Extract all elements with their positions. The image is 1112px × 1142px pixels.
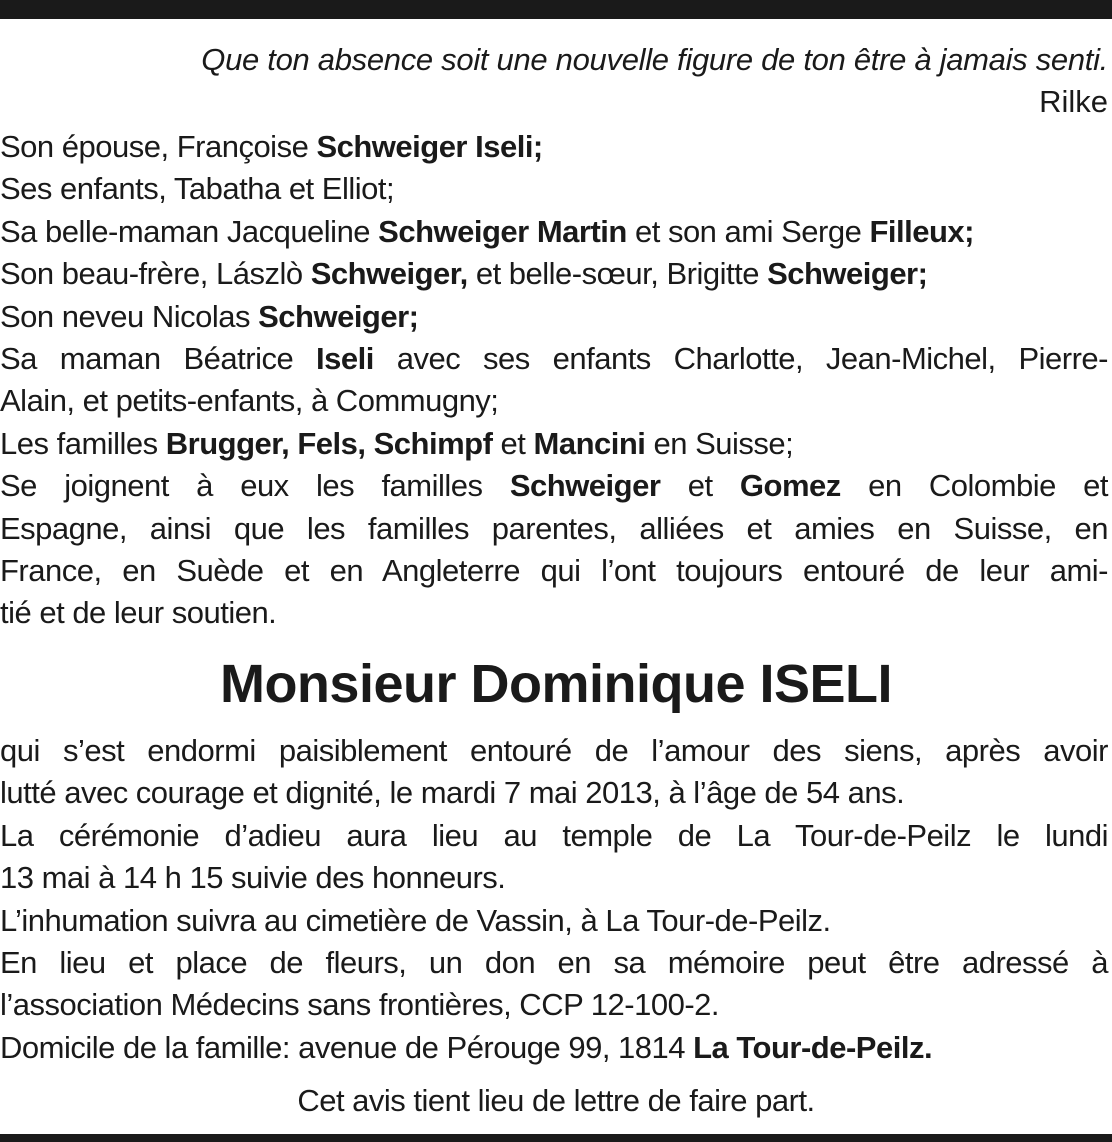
detail-line-7: l’association Médecins sans frontières, CCP 12-100-2. <box>0 987 720 1023</box>
family-line-join-3: France, en Suède et en Angleterre qui l’ont toujours entouré de leur ami- <box>0 553 1108 589</box>
detail-line-4: 13 mai à 14 h 15 suivie des honneurs. <box>0 860 506 896</box>
detail-line-address: Domicile de la famille: avenue de Pérouge 99, 1814 La Tour-de-Peilz. <box>0 1029 933 1065</box>
family-line-join-2: Espagne, ainsi que les familles parentes, alliées et amies en Suisse, en <box>0 510 1108 546</box>
epigraph-quote: Que ton absence soit une nouvelle figure de ton être à jamais senti. <box>201 42 1108 77</box>
family-line-spouse: Son épouse, Françoise Schweiger Iseli; <box>0 129 543 164</box>
family-line-mother-in-law: Sa belle-maman Jacqueline Schweiger Martin et son ami Serge Filleux; <box>0 213 974 249</box>
deceased-name: Monsieur Dominique ISELI <box>219 654 893 714</box>
detail-line-1: qui s’est endormi paisiblement entouré de l’amour des siens, après avoir <box>0 733 1108 768</box>
family-line-children: Ses enfants, Tabatha et Elliot; <box>0 171 395 207</box>
family-list <box>0 126 1108 635</box>
family-line-join-4: tié et de leur soutien. <box>0 595 277 631</box>
family-line-mother-cont: Alain, et petits-enfants, à Commugny; <box>0 383 499 419</box>
closing-note: Cet avis tient lieu de lettre de faire part. <box>297 1083 815 1118</box>
family-line-nephew: Son neveu Nicolas Schweiger; <box>0 298 419 334</box>
family-line-join: Se joignent à eux les familles Schweiger et Gomez en Colombie et <box>0 468 1108 504</box>
family-line-in-laws: Son beau-frère, Lászlò Schweiger, et belle-sœur, Brigitte Schweiger; <box>0 256 928 292</box>
address-city: La Tour-de-Peilz. <box>693 1029 933 1065</box>
spouse-name: Schweiger Iseli; <box>316 129 543 164</box>
family-line-mother: Sa maman Béatrice Iseli avec ses enfants Charlotte, Jean-Michel, Pierre- <box>0 341 1108 377</box>
family-line-families: Les familles Brugger, Fels, Schimpf et Mancini en Suisse; <box>0 425 794 461</box>
epigraph-author: Rilke <box>1039 84 1108 119</box>
detail-line-2: lutté avec courage et dignité, le mardi 7 mai 2013, à l’âge de 54 ans. <box>0 775 905 811</box>
top-border-rule <box>0 0 1112 19</box>
detail-line-5: L’inhumation suivra au cimetière de Vassin, à La Tour-de-Peilz. <box>0 902 831 938</box>
detail-line-3: La cérémonie d’adieu aura lieu au temple de La Tour-de-Peilz le lundi <box>0 817 1108 853</box>
announcement-details <box>0 730 1108 1069</box>
detail-line-6: En lieu et place de fleurs, un don en sa mémoire peut être adressé à <box>0 945 1108 981</box>
bottom-border-rule <box>0 1134 1112 1142</box>
